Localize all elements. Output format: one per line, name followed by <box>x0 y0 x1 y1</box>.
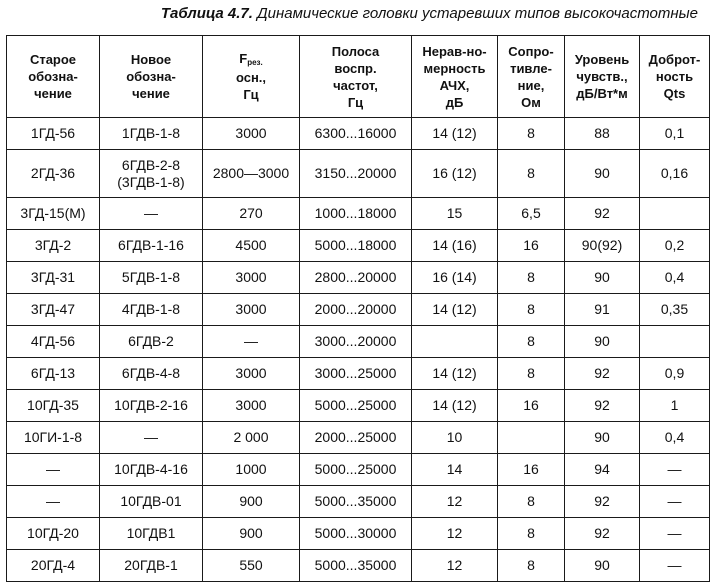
header-line: частот, <box>333 77 378 93</box>
cell-impedance: 6,5 <box>498 198 565 230</box>
cell-response-unevenness: 16 (12) <box>412 150 498 198</box>
cell-freq-range: 2000...20000 <box>300 294 412 326</box>
cell-resonance-freq: 4500 <box>203 230 300 262</box>
cell-impedance: 8 <box>498 486 565 518</box>
cell-quality-factor: 1 <box>640 390 710 422</box>
header-line: Ом <box>521 94 541 110</box>
cell-freq-range: 2800...20000 <box>300 262 412 294</box>
header-line: ность <box>655 69 694 84</box>
cell-resonance-freq: 550 <box>203 550 300 582</box>
cell-sensitivity: 90 <box>565 550 640 582</box>
header-line: Сопро- <box>508 43 554 59</box>
cell-new-designation: 1ГДВ-1-8 <box>100 118 203 150</box>
table-row <box>7 358 710 390</box>
cell-impedance <box>498 422 565 454</box>
cell-sensitivity: 92 <box>565 358 640 390</box>
cell-freq-range: 5000...25000 <box>300 454 412 486</box>
table-row <box>7 486 710 518</box>
cell-old-designation: 6ГД-13 <box>7 358 100 390</box>
caption-label: Таблица 4.7. <box>160 5 253 22</box>
cell-old-designation: — <box>7 486 100 518</box>
header-symbol: $F_{рез.}$ <box>239 51 263 67</box>
cell-response-unevenness <box>412 326 498 358</box>
table-row <box>7 326 710 358</box>
table-row <box>7 518 710 550</box>
cell-old-designation: 10ГИ-1-8 <box>7 422 100 454</box>
cell-sensitivity: 94 <box>565 454 640 486</box>
header-line: Уровень <box>574 52 630 67</box>
cell-resonance-freq: 3000 <box>203 390 300 422</box>
cell-sensitivity: 90(92) <box>565 230 640 262</box>
table-row <box>7 454 710 486</box>
table-row <box>7 150 710 198</box>
header-impedance <box>498 36 565 118</box>
cell-old-designation: 10ГД-20 <box>7 518 100 550</box>
cell-quality-factor: 0,2 <box>640 230 710 262</box>
cell-response-unevenness: 14 (12) <box>412 358 498 390</box>
cell-impedance: 16 <box>498 390 565 422</box>
header-line: Нерав-но- <box>422 43 487 59</box>
header-line: Старое <box>29 52 77 67</box>
cell-sensitivity: 90 <box>565 262 640 294</box>
cell-impedance: 8 <box>498 118 565 150</box>
cell-quality-factor <box>640 198 710 230</box>
cell-resonance-freq: 2800—3000 <box>203 150 300 198</box>
table-row <box>7 118 710 150</box>
cell-impedance: 8 <box>498 294 565 326</box>
cell-new-designation: 10ГДВ-2-16 <box>100 390 203 422</box>
header-line: чение <box>34 86 72 101</box>
header-old-designation <box>7 36 100 118</box>
cell-sensitivity: 90 <box>565 422 640 454</box>
cell-impedance: 8 <box>498 150 565 198</box>
cell-freq-range: 3000...20000 <box>300 326 412 358</box>
table-row <box>7 422 710 454</box>
cell-freq-range: 5000...35000 <box>300 550 412 582</box>
cell-old-designation: 3ГД-15(М) <box>7 198 100 230</box>
cell-new-designation: 4ГДВ-1-8 <box>100 294 203 326</box>
cell-impedance: 8 <box>498 358 565 390</box>
cell-response-unevenness: 14 <box>412 454 498 486</box>
cell-new-designation: 6ГДВ-2 <box>100 326 203 358</box>
header-quality-factor <box>640 36 710 118</box>
cell-sensitivity: 92 <box>565 390 640 422</box>
cell-response-unevenness: 12 <box>412 518 498 550</box>
header-line: чувств., <box>576 69 628 84</box>
cell-quality-factor: — <box>640 518 710 550</box>
cell-new-designation: 10ГДВ-01 <box>100 486 203 518</box>
cell-freq-range: 6300...16000 <box>300 118 412 150</box>
header-line: ние, <box>517 77 545 93</box>
header-line: Новое <box>130 52 172 67</box>
cell-resonance-freq: — <box>203 326 300 358</box>
cell-response-unevenness: 12 <box>412 486 498 518</box>
cell-response-unevenness: 15 <box>412 198 498 230</box>
cell-new-designation: 10ГДВ1 <box>100 518 203 550</box>
cell-new-designation: — <box>100 198 203 230</box>
cell-impedance: 8 <box>498 262 565 294</box>
cell-quality-factor: — <box>640 486 710 518</box>
table-row <box>7 230 710 262</box>
cell-response-unevenness: 14 (16) <box>412 230 498 262</box>
cell-new-designation: 6ГДВ-1-16 <box>100 230 203 262</box>
table-row <box>7 390 710 422</box>
header-line: мерность <box>423 60 486 76</box>
cell-new-designation: 6ГДВ-2-8 (3ГДВ-1-8) <box>100 150 203 198</box>
table-body <box>7 118 710 582</box>
header-subscript: рез. <box>247 58 263 67</box>
cell-freq-range: 3000...25000 <box>300 358 412 390</box>
cell-old-designation: 10ГД-35 <box>7 390 100 422</box>
cell-new-designation: 5ГДВ-1-8 <box>100 262 203 294</box>
cell-resonance-freq: 3000 <box>203 118 300 150</box>
cell-impedance: 8 <box>498 326 565 358</box>
header-line: дБ/Вт*м <box>576 86 628 101</box>
cell-resonance-freq: 3000 <box>203 262 300 294</box>
cell-sensitivity: 92 <box>565 198 640 230</box>
cell-response-unevenness: 10 <box>412 422 498 454</box>
cell-resonance-freq: 900 <box>203 518 300 550</box>
header-line: Полоса <box>331 43 380 59</box>
cell-freq-range: 5000...30000 <box>300 518 412 550</box>
cell-old-designation: 1ГД-56 <box>7 118 100 150</box>
header-line: тивле- <box>510 60 552 76</box>
cell-new-designation: — <box>100 422 203 454</box>
header-line: дБ <box>445 94 464 110</box>
cell-quality-factor: 0,1 <box>640 118 710 150</box>
cell-freq-range: 3150...20000 <box>300 150 412 198</box>
header-line: осн., <box>235 70 267 85</box>
cell-quality-factor <box>640 326 710 358</box>
cell-new-designation: 10ГДВ-4-16 <box>100 454 203 486</box>
header-sensitivity <box>565 36 640 118</box>
cell-sensitivity: 90 <box>565 326 640 358</box>
cell-freq-range: 1000...18000 <box>300 198 412 230</box>
header-freq-range <box>300 36 412 118</box>
cell-resonance-freq: 3000 <box>203 358 300 390</box>
cell-new-designation: 20ГДВ-1 <box>100 550 203 582</box>
cell-freq-range: 2000...25000 <box>300 422 412 454</box>
cell-old-designation: — <box>7 454 100 486</box>
cell-sensitivity: 88 <box>565 118 640 150</box>
cell-impedance: 8 <box>498 550 565 582</box>
cell-new-designation: 6ГДВ-4-8 <box>100 358 203 390</box>
cell-sensitivity: 90 <box>565 150 640 198</box>
header-new-designation <box>100 36 203 118</box>
cell-quality-factor: 0,4 <box>640 262 710 294</box>
cell-resonance-freq: 3000 <box>203 294 300 326</box>
table-caption <box>161 5 698 22</box>
cell-old-designation: 3ГД-47 <box>7 294 100 326</box>
cell-response-unevenness: 14 (12) <box>412 294 498 326</box>
caption-text: Динамические головки устаревших типов высокочастотные <box>257 5 698 22</box>
cell-old-designation: 3ГД-2 <box>7 230 100 262</box>
cell-impedance: 8 <box>498 518 565 550</box>
table-row <box>7 550 710 582</box>
cell-quality-factor: 0,9 <box>640 358 710 390</box>
cell-freq-range: 5000...25000 <box>300 390 412 422</box>
header-response-unevenness <box>412 36 498 118</box>
header-line: Гц <box>347 94 364 110</box>
cell-quality-factor: 0,35 <box>640 294 710 326</box>
cell-resonance-freq: 900 <box>203 486 300 518</box>
header-line: АЧХ, <box>439 77 470 93</box>
header-line: чение <box>132 86 170 101</box>
cell-resonance-freq: 2 000 <box>203 422 300 454</box>
table-row <box>7 198 710 230</box>
cell-response-unevenness: 14 (12) <box>412 118 498 150</box>
cell-old-designation: 2ГД-36 <box>7 150 100 198</box>
header-line: Qts <box>663 86 686 101</box>
table-row <box>7 294 710 326</box>
cell-impedance: 16 <box>498 230 565 262</box>
header-row <box>7 36 710 118</box>
cell-sensitivity: 92 <box>565 518 640 550</box>
cell-old-designation: 20ГД-4 <box>7 550 100 582</box>
header-resonance-freq <box>203 36 300 118</box>
cell-resonance-freq: 270 <box>203 198 300 230</box>
header-line: воспр. <box>334 60 377 76</box>
cell-response-unevenness: 14 (12) <box>412 390 498 422</box>
table-row <box>7 262 710 294</box>
cell-quality-factor: 0,16 <box>640 150 710 198</box>
cell-sensitivity: 91 <box>565 294 640 326</box>
header-line: Доброт- <box>648 52 701 67</box>
header-line: обозна- <box>28 69 78 84</box>
cell-response-unevenness: 12 <box>412 550 498 582</box>
cell-freq-range: 5000...35000 <box>300 486 412 518</box>
cell-quality-factor: — <box>640 454 710 486</box>
cell-old-designation: 3ГД-31 <box>7 262 100 294</box>
cell-resonance-freq: 1000 <box>203 454 300 486</box>
header-line: Гц <box>243 87 259 102</box>
cell-response-unevenness: 16 (14) <box>412 262 498 294</box>
cell-quality-factor: — <box>640 550 710 582</box>
tweeter-table <box>6 35 710 582</box>
cell-old-designation: 4ГД-56 <box>7 326 100 358</box>
cell-quality-factor: 0,4 <box>640 422 710 454</box>
cell-freq-range: 5000...18000 <box>300 230 412 262</box>
cell-sensitivity: 92 <box>565 486 640 518</box>
cell-impedance: 16 <box>498 454 565 486</box>
header-line: обозна- <box>126 69 176 84</box>
